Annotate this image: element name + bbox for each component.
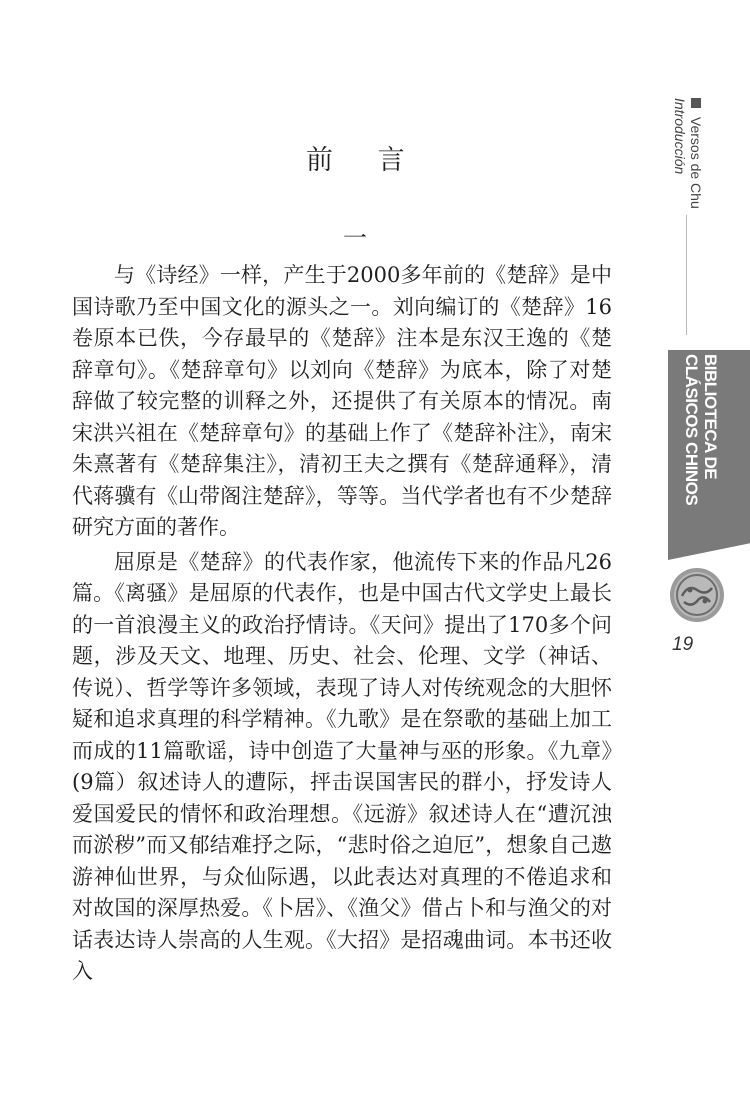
header-rule [686, 215, 687, 335]
paragraph-1: 与《诗经》一样，产生于2000多年前的《楚辞》是中国诗歌乃至中国文化的源头之一。刘向编订的《楚辞》16卷原本已佚，今存最早的《楚辞》注本是东汉王逸的《楚辞章句》。《楚辞章句》以刘向《楚辞》为底本，除了对楚辞做了较完整的训释之外，还提供了有关原本的情况。南宋洪兴祖在《楚辞章句》的基础上作了《楚辞补注》，南宋朱熹著有《楚辞集注》，清初王夫之撰有《楚辞通释》，清代蒋骥有《山带阁注楚辞》，等等。当代学者也有不少楚辞研究方面的著作。 [72, 263, 612, 539]
series-tab-label [676, 354, 720, 539]
section-number: 一 [343, 224, 367, 252]
page-number: 19 [672, 634, 694, 655]
series-tab-line-1: BIBLIOTECA DE [701, 354, 720, 480]
paragraph-2: 屈原是《楚辞》的代表作家，他流传下来的作品凡26篇。《离骚》是屈原的代表作，也是中国古代文学史上最长的一首浪漫主义的政治抒情诗。《天问》提出了170多个问题，涉及天文、地理、历史、社会、伦理、文学（神话、传说）、哲学等许多领域，表现了诗人对传统观念的大胆怀疑和追求真理的科学精神。《九歌》是在祭歌的基础上加工而成的11篇歌谣，诗中创造了大量神与巫的形象。《九章》(9篇）叙述诗人的遭际，抨击误国害民的群小，抒发诗人爱国爱民的情怀和政治理想。《远游》叙述诗人在“遭沉浊而淤秽”而又郁结难抒之际，“悲时俗之迫厄”，想象自己遨游神仙世界，与众仙际遇，以此表达对真理的不倦追求和对故国的深厚热爱。《卜居》、《渔父》借占卜和与渔父的对话表达诗人崇高的人生观。《大招》是招魂曲词。本书还收入 [72, 549, 612, 983]
header-square-icon [691, 98, 701, 108]
series-tab-line-2: CLÁSICOS CHINOS [682, 354, 701, 506]
body-text [72, 260, 612, 991]
header-book-title: Versos de Chu [688, 116, 704, 209]
bronze-coin-emblem-icon [668, 566, 726, 624]
header-section-title: Introducción [672, 98, 688, 175]
page-title: 前 言 [306, 145, 423, 176]
